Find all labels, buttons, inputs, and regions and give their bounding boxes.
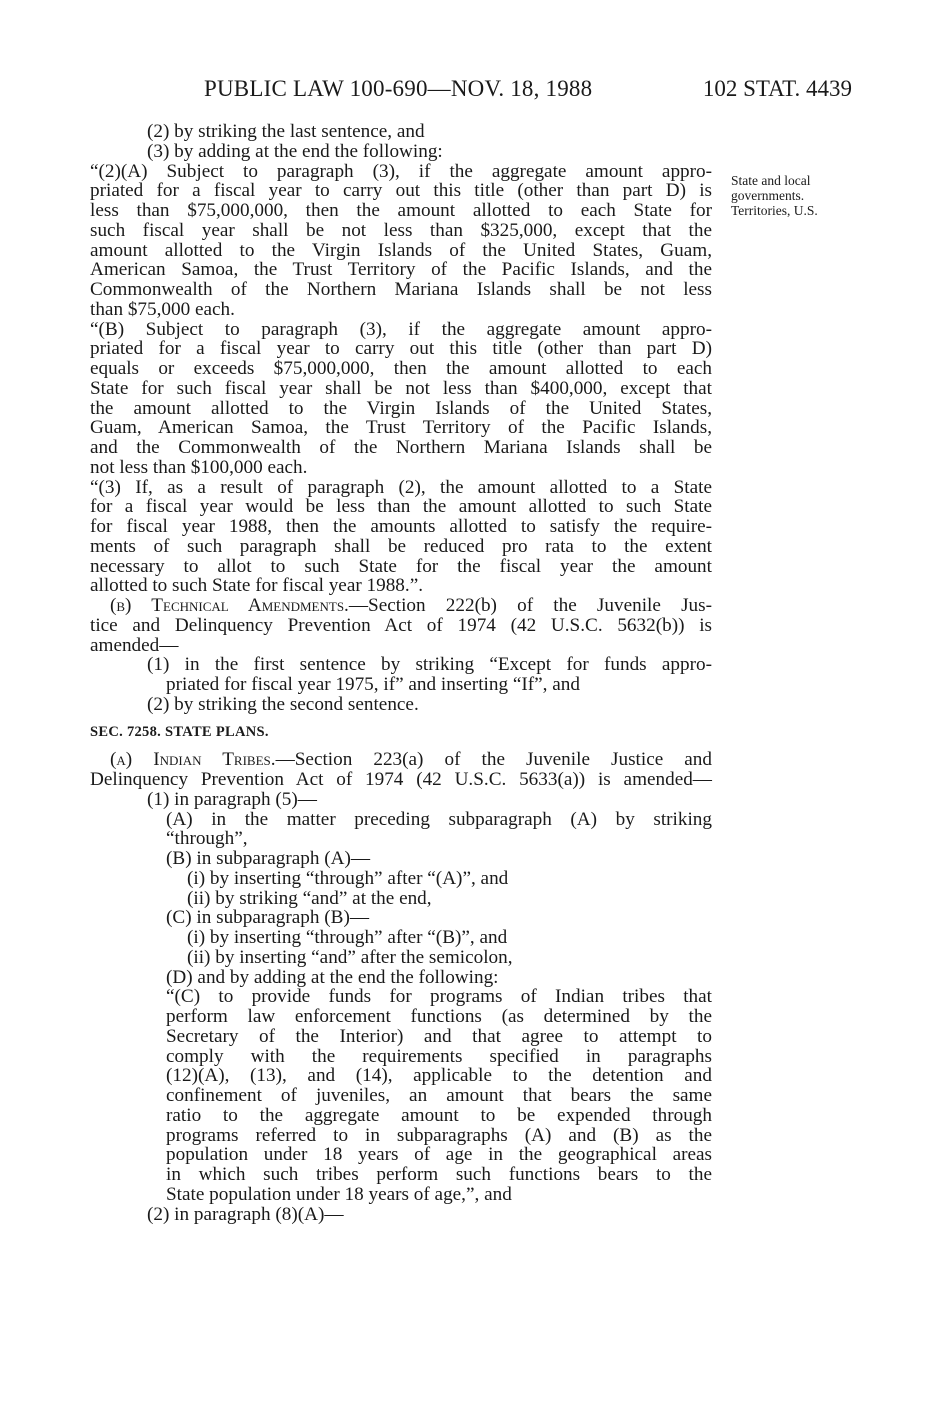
text-line: priated for fiscal year 1975, if” and inserting “If”, and <box>166 674 580 695</box>
text-line: “(C) to provide funds for programs of Indian tribes that <box>166 986 712 1008</box>
text-line: (1) in paragraph (5)— <box>147 788 317 810</box>
statute-page-number: 102 STAT. 4439 <box>702 76 852 101</box>
text-line: equals or exceeds $75,000,000, then the amount allotted to each <box>90 358 712 379</box>
text-line: for a fiscal year would be less than the amount allotted to such State <box>90 496 712 518</box>
text-line: (C) in subparagraph (B)— <box>166 907 370 929</box>
text-line: ratio to the aggregate amount to be expended through <box>166 1104 712 1126</box>
text-line: Commonwealth of the Northern Mariana Islands shall be not less <box>90 279 712 300</box>
text-line: (1) in the first sentence by striking “Except for funds appro- <box>147 654 712 676</box>
page-header <box>90 76 852 106</box>
text-line: allotted to such State for fiscal year 1988.”. <box>90 575 424 597</box>
subsection-line <box>90 750 712 770</box>
text-line: “(2)(A) Subject to paragraph (3), if the aggregate amount appro- <box>90 160 712 182</box>
text-line: for fiscal year 1988, then the amounts allotted to satisfy the require- <box>90 516 712 537</box>
text-line: priated for a fiscal year to carry out this title (other than part D) is <box>90 180 712 202</box>
text-line: Guam, American Samoa, the Trust Territory of the Pacific Islands, <box>90 417 712 439</box>
subsection-heading: (a) Indian Tribes. <box>110 749 276 771</box>
section-heading: SEC. 7258. STATE PLANS. <box>90 723 269 740</box>
text-line: (i) by inserting “through” after “(A)”, and <box>187 867 509 889</box>
text-line: (12)(A), (13), and (14), applicable to the detention and <box>166 1065 712 1087</box>
text-line: programs referred to in subparagraphs (A) and (B) as the <box>166 1124 712 1146</box>
margin-note-line: governments. <box>731 188 805 203</box>
text-line: “(3) If, as a result of paragraph (2), the amount allotted to a State <box>90 476 712 498</box>
text-line: population under 18 years of age in the geographical areas <box>166 1144 712 1166</box>
text-line: (B) in subparagraph (A)— <box>166 848 371 869</box>
text-line: (3) by adding at the end the following: <box>147 140 443 162</box>
text-line: necessary to allot to such State for the fiscal year the amount <box>90 555 712 577</box>
text-line: (2) in paragraph (8)(A)— <box>147 1203 344 1225</box>
text-line: (i) by inserting “through” after “(B)”, and <box>187 927 508 948</box>
text-line: (2) by striking the last sentence, and <box>147 121 425 142</box>
text-line: amended— <box>90 634 179 656</box>
text-line: (ii) by inserting “and” after the semicolon, <box>187 946 513 968</box>
text-span: —Section 222(b) of the Juvenile Jus- <box>348 595 712 616</box>
margin-note-line: State and local <box>731 173 811 188</box>
text-line: State population under 18 years of age,”, and <box>166 1183 512 1205</box>
text-line: such fiscal year shall be not less than $325,000, except that the <box>90 219 712 241</box>
text-line: comply with the requirements specified in paragraphs <box>166 1045 712 1067</box>
text-line: than $75,000 each. <box>90 298 235 320</box>
text-line: perform law enforcement functions (as determined by the <box>166 1006 712 1027</box>
law-citation-header: PUBLIC LAW 100-690—NOV. 18, 1988 <box>204 76 593 101</box>
text-line: “through”, <box>166 828 248 850</box>
text-line: Secretary of the Interior) and that agree to attempt to <box>166 1025 712 1047</box>
text-line: amount allotted to the Virgin Islands of the United States, Guam, <box>90 239 712 261</box>
spacer <box>90 715 712 723</box>
text-line: tice and Delinquency Prevention Act of 1974 (42 U.S.C. 5632(b)) is <box>90 614 712 636</box>
margin-note-line: Territories, U.S. <box>731 203 818 218</box>
document-body <box>90 122 712 1224</box>
text-line: priated for a fiscal year to carry out this title (other than part D) <box>90 338 712 360</box>
text-line: not less than $100,000 each. <box>90 456 308 478</box>
text-line: American Samoa, the Trust Territory of the Pacific Islands, and the <box>90 259 712 281</box>
text-line: (2) by striking the second sentence. <box>147 693 419 715</box>
text-line: less than $75,000,000, then the amount allotted to each State for <box>90 200 712 221</box>
text-line: (ii) by striking “and” at the end, <box>187 887 432 909</box>
text-line: the amount allotted to the Virgin Islands of the United States, <box>90 397 712 419</box>
text-line: in which such tribes perform such functions bears to the <box>166 1164 712 1185</box>
text-line: and the Commonwealth of the Northern Mariana Islands shall be <box>90 437 712 458</box>
text-line: (A) in the matter preceding subparagraph (A) by striking <box>166 808 712 830</box>
subsection-line <box>90 596 712 616</box>
text-line: (D) and by adding at the end the following: <box>166 966 499 988</box>
margin-note <box>731 173 871 218</box>
text-line: confinement of juveniles, an amount that bears the same <box>166 1085 712 1106</box>
text-line: ments of such paragraph shall be reduced pro rata to the extent <box>90 535 712 557</box>
text-line: State for such fiscal year shall be not less than $400,000, except that <box>90 377 712 399</box>
text-line: “(B) Subject to paragraph (3), if the aggregate amount appro- <box>90 318 712 340</box>
text-line: Delinquency Prevention Act of 1974 (42 U.S.C. 5633(a)) is amended— <box>90 769 712 790</box>
subsection-heading: (b) Technical Amendments. <box>110 595 349 616</box>
text-span: —Section 223(a) of the Juvenile Justice and <box>275 749 712 771</box>
